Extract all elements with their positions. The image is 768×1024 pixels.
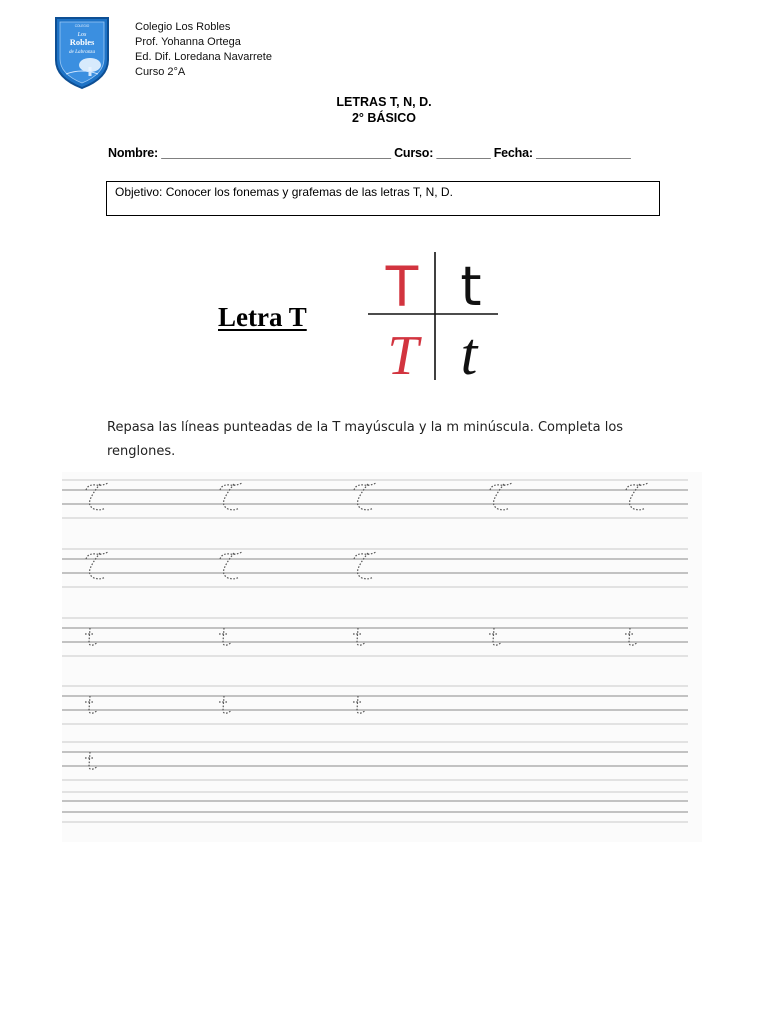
- traceable-lower-t: [489, 628, 501, 645]
- traceable-lower-t: [85, 628, 97, 645]
- traceable-upper-t: [220, 483, 242, 510]
- crest-line2: Robles: [69, 37, 95, 47]
- print-upper-letter: T: [384, 254, 420, 319]
- traceable-upper-t: [354, 552, 376, 579]
- school-name: Colegio Los Robles: [135, 21, 231, 33]
- crest-line1: Los: [77, 32, 87, 38]
- cursive-upper-letter: T: [387, 325, 419, 382]
- letter-forms-chart: [365, 250, 500, 382]
- traceable-upper-t: [626, 483, 648, 510]
- traceable-lower-t: [85, 696, 97, 713]
- print-lower-letter: t: [460, 255, 482, 318]
- student-info-line: Nombre: __________________________________ Curso: ________ Fecha: ______________: [108, 146, 631, 160]
- traceable-lower-t: [219, 628, 231, 645]
- traceable-lower-t: [219, 696, 231, 713]
- traceable-upper-t: [86, 552, 108, 579]
- educator-name: Ed. Dif. Loredana Navarrete: [135, 51, 272, 63]
- traceable-lower-t: [353, 696, 365, 713]
- teacher-name: Prof. Yohanna Ortega: [135, 36, 241, 48]
- worksheet-grade: 2° BÁSICO: [351, 111, 417, 125]
- instruction-text: Repasa las líneas punteadas de la T mayúscula y la m minúscula. Completa los renglones.: [107, 420, 624, 459]
- traceable-upper-t: [220, 552, 242, 579]
- course-name: Curso 2°A: [135, 66, 186, 78]
- objective-box: [106, 181, 660, 216]
- traceable-upper-t: [354, 483, 376, 510]
- handwriting-practice-area: [62, 472, 702, 842]
- traceable-lower-t: [85, 752, 97, 769]
- traceable-lower-t: [625, 628, 637, 645]
- cursive-lower-letter: t: [460, 321, 478, 382]
- school-crest-logo: [52, 14, 112, 90]
- traceable-upper-t: [490, 483, 512, 510]
- crest-line3: de Labranza: [68, 49, 96, 55]
- objective-text: Objetivo: Conocer los fonemas y grafemas de las letras T, N, D.: [115, 185, 453, 199]
- crest-top-text: COLEGIO: [74, 24, 90, 28]
- traceable-lower-t: [353, 628, 365, 645]
- traceable-upper-t: [86, 483, 108, 510]
- letter-heading: Letra T: [218, 302, 307, 332]
- worksheet-title: LETRAS T, N, D.: [336, 95, 432, 109]
